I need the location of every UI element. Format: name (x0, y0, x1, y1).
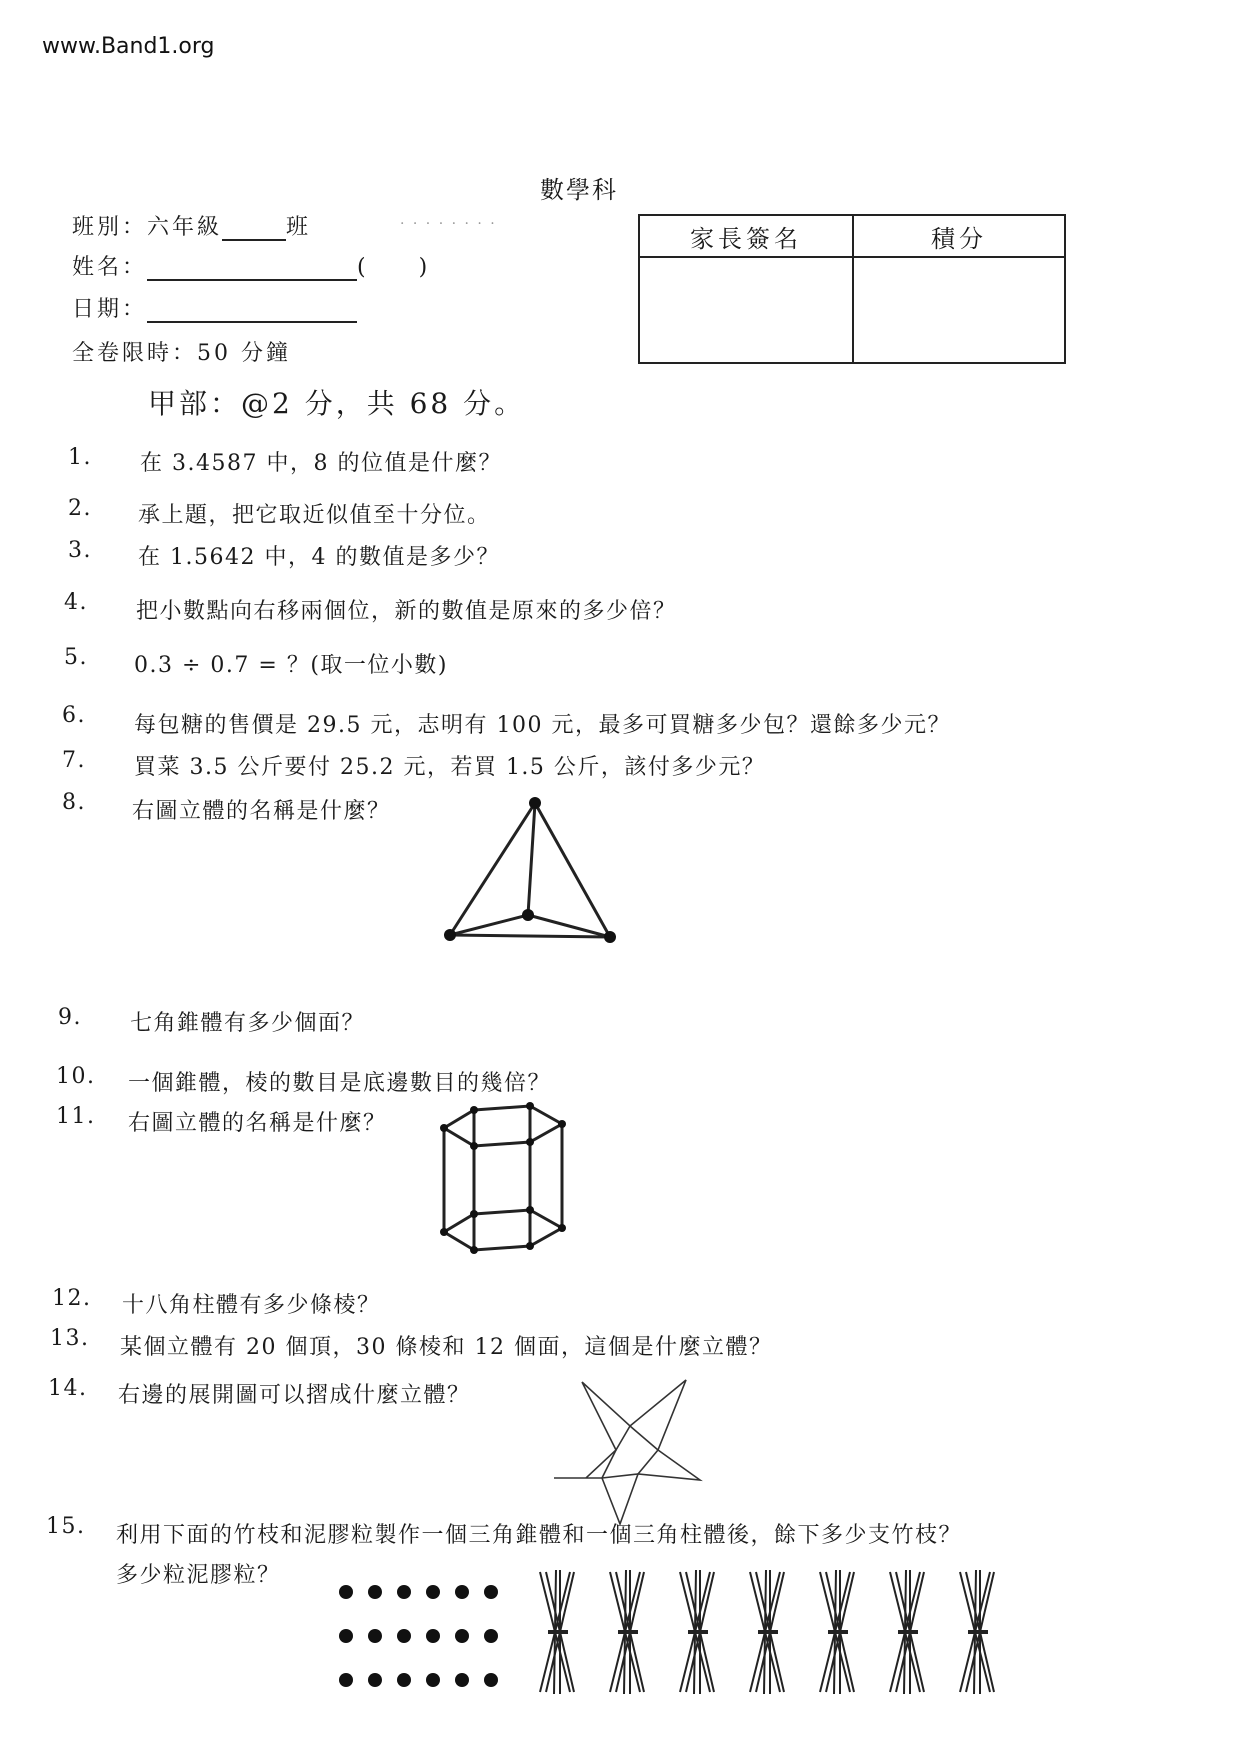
class-line (72, 210, 311, 241)
clay-ball (368, 1585, 382, 1599)
subject-title: 數學科 (540, 176, 618, 204)
clay-ball (397, 1629, 411, 1643)
clay-ball (426, 1673, 440, 1687)
clay-ball (397, 1673, 411, 1687)
clay-ball (455, 1673, 469, 1687)
question-text: 買菜 3.5 公斤要付 25.2 元，若買 1.5 公斤，該付多少元？ (134, 755, 766, 780)
question-text: 每包糖的售價是 29.5 元，志明有 100 元，最多可買糖多少包？還餘多少元？ (134, 713, 951, 738)
clay-ball (484, 1673, 498, 1687)
question-text: 在 1.5642 中，4 的數值是多少？ (138, 545, 500, 570)
clay-ball (484, 1629, 498, 1643)
question-text: 一個錐體，棱的數目是底邊數目的幾倍？ (128, 1071, 552, 1096)
class-suffix: 班 (286, 215, 312, 240)
question-number: 10. (56, 1064, 96, 1089)
score-header: 積分 (853, 215, 1065, 257)
section-heading: 甲部：@2 分，共 68 分。 (148, 387, 526, 420)
question-number: 11. (56, 1104, 96, 1129)
question-text: 某個立體有 20 個頂，30 條棱和 12 個面，這個是什麼立體？ (120, 1335, 773, 1360)
question-text: 七角錐體有多少個面？ (130, 1011, 366, 1036)
clay-ball (368, 1673, 382, 1687)
question-text: 把小數點向右移兩個位，新的數值是原來的多少倍？ (136, 599, 677, 624)
question-number: 7. (62, 748, 86, 773)
question-number: 4. (64, 590, 88, 615)
question-number: 3. (68, 538, 92, 563)
name-paren: ( ) (357, 255, 431, 280)
question-text: 右圖立體的名稱是什麼？ (132, 799, 391, 824)
date-label: 日期： (72, 297, 148, 322)
question-number: 12. (52, 1286, 92, 1311)
question-text: 利用下面的竹枝和泥膠粒製作一個三角錐體和一個三角柱體後，餘下多少支竹枝？ (116, 1523, 963, 1548)
date-blank[interactable] (147, 321, 357, 323)
clay-ball (397, 1585, 411, 1599)
question-text: 右邊的展開圖可以摺成什麼立體？ (118, 1383, 471, 1408)
clay-ball (339, 1673, 353, 1687)
score-table (638, 214, 1066, 364)
question-text: 承上題，把它取近似值至十分位。 (138, 503, 491, 528)
name-blank[interactable] (147, 279, 357, 281)
class-blank[interactable] (222, 239, 286, 241)
question-text: 多少粒泥膠粒？ (116, 1563, 281, 1588)
clay-ball (455, 1585, 469, 1599)
question-number: 2. (68, 496, 92, 521)
score-cell[interactable] (853, 257, 1065, 363)
question-number: 9. (58, 1005, 82, 1030)
dotted-mark: · · · · · · · · (400, 216, 497, 232)
bamboo-bundle (750, 1570, 784, 1694)
clay-ball (339, 1585, 353, 1599)
question-number: 13. (50, 1326, 90, 1351)
hexagonal-prism-figure (438, 1102, 598, 1262)
bamboo-bundle (610, 1570, 644, 1694)
tetrahedron-figure (440, 795, 620, 955)
clay-ball (455, 1629, 469, 1643)
question-number: 15. (46, 1514, 86, 1539)
question-number: 6. (62, 703, 86, 728)
question-text: 在 3.4587 中，8 的位值是什麼？ (140, 451, 502, 476)
site-url: www.Band1.org (42, 34, 215, 59)
clay-ball (484, 1585, 498, 1599)
bamboo-bundle (890, 1570, 924, 1694)
time-limit: 全卷限時：50 分鐘 (72, 341, 291, 366)
clay-ball (426, 1585, 440, 1599)
date-line (72, 292, 357, 323)
question-text: 十八角柱體有多少條棱？ (122, 1293, 381, 1318)
parent-signature-cell[interactable] (639, 257, 853, 363)
clay-ball (339, 1629, 353, 1643)
bamboo-bundle (680, 1570, 714, 1694)
question-number: 14. (48, 1376, 88, 1401)
name-line (72, 250, 430, 281)
bamboo-bundle (960, 1570, 994, 1694)
pentagonal-pyramid-net-figure (550, 1378, 710, 1528)
clay-ball (368, 1629, 382, 1643)
question-text: 右圖立體的名稱是什麼？ (128, 1111, 387, 1136)
parent-signature-header: 家長簽名 (639, 215, 853, 257)
bamboo-bundle (540, 1570, 574, 1694)
question-number: 8. (62, 790, 86, 815)
question-number: 5. (64, 645, 88, 670)
materials-figure (330, 1562, 1010, 1702)
bamboo-bundle (820, 1570, 854, 1694)
name-label: 姓名： (72, 255, 148, 280)
class-label: 班別：六年級 (72, 215, 223, 240)
question-text: 0.3 ÷ 0.7 = ？(取一位小數) (134, 653, 448, 678)
question-number: 1. (68, 445, 92, 470)
clay-ball (426, 1629, 440, 1643)
